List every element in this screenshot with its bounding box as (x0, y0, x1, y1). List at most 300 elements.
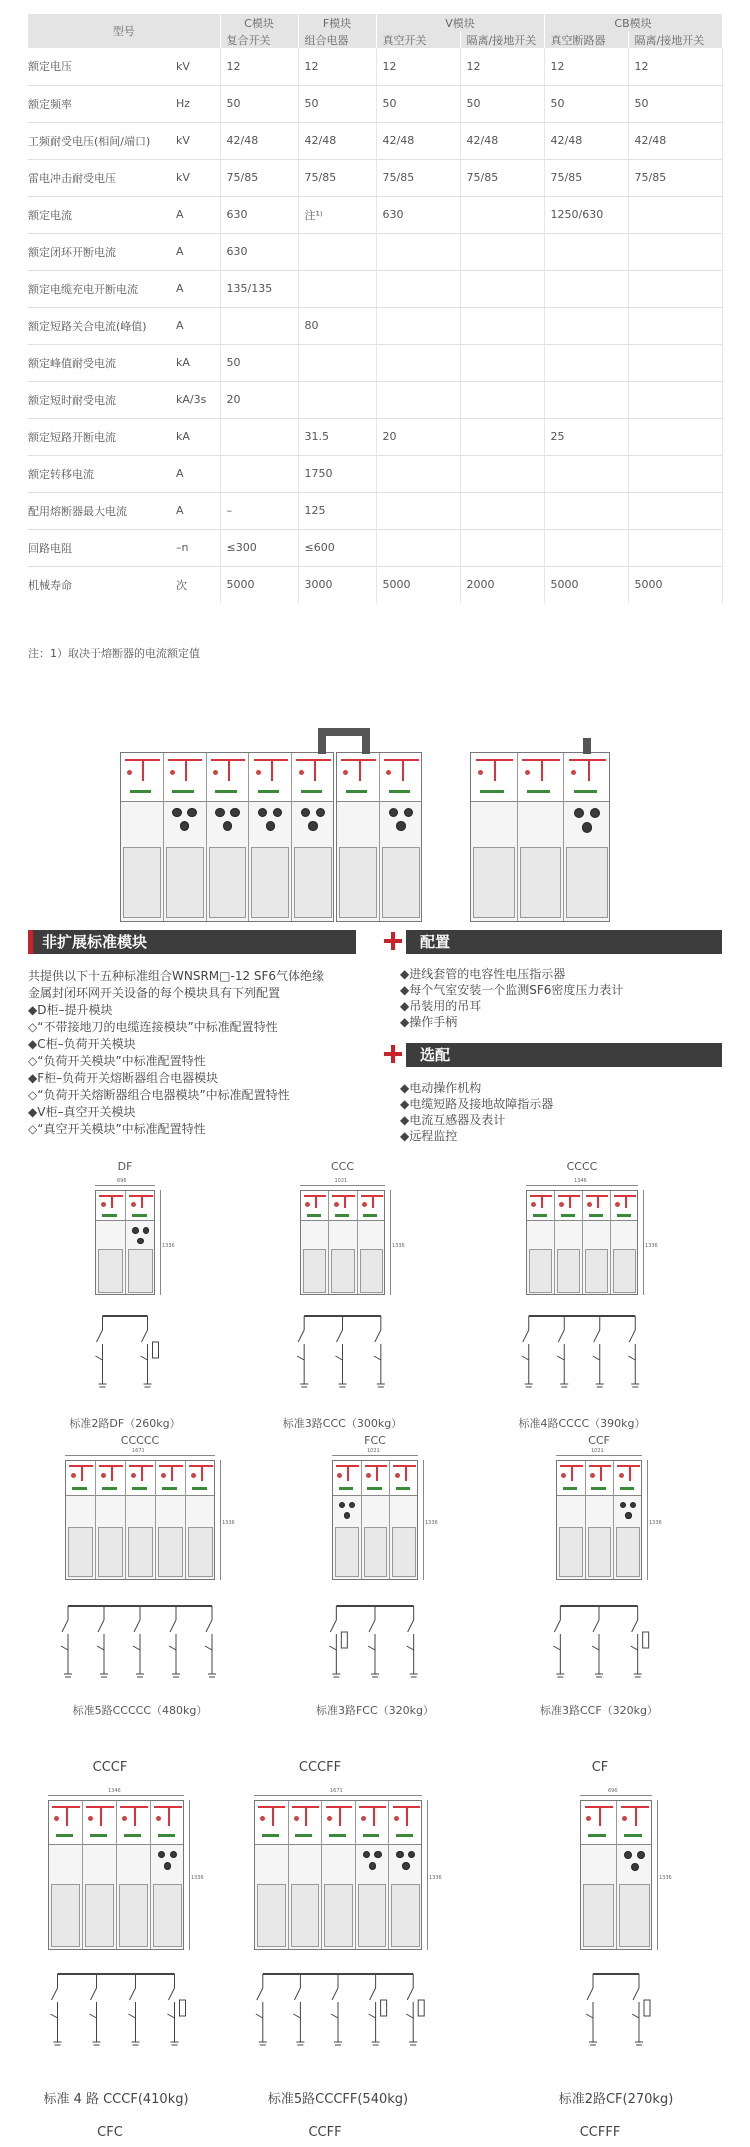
busbar-line (141, 1465, 143, 1481)
spec-value: 5000 (628, 566, 722, 603)
module-code: DF (117, 1160, 133, 1173)
spec-value (376, 381, 460, 418)
spec-value (298, 381, 376, 418)
diagram-line (134, 1620, 140, 1632)
operating-knob-icon (369, 1862, 376, 1869)
height-dimension: 1336 (425, 1520, 438, 1526)
list-item: ◆操作手柄 (400, 1015, 458, 1029)
diagram-line (337, 1330, 343, 1342)
list-item: ◆远程监控 (400, 1129, 458, 1143)
non-expand-text (28, 968, 324, 1138)
cable-compartment-door (583, 1884, 614, 1947)
diagram-line (91, 1988, 97, 2000)
indicator-light (525, 770, 530, 775)
spec-value: 42/48 (220, 122, 298, 159)
status-strip (617, 1214, 631, 1217)
status-strip (363, 1214, 377, 1217)
spec-value: 75/85 (460, 159, 544, 196)
diagram-line (97, 1330, 103, 1342)
non-expand-section-header (28, 930, 356, 954)
diagram-line (553, 1646, 560, 1650)
spec-value: 12 (298, 48, 376, 85)
list-item: ◇“不带接地刀的电缆连接模块”中标准配置特性 (28, 1020, 278, 1034)
status-strip (480, 790, 503, 793)
spec-value: 75/85 (628, 159, 722, 196)
width-dimension: 1021 (591, 1448, 604, 1454)
dimension-line (556, 1455, 642, 1456)
spec-value: 12 (628, 48, 722, 85)
group-header: C模块 (220, 14, 298, 31)
status-strip (90, 1834, 107, 1837)
diagram-line (141, 1356, 148, 1360)
cable-compartment-door (98, 1527, 123, 1577)
diagram-line (96, 1356, 103, 1360)
status-strip (561, 1214, 575, 1217)
cable-compartment-door (303, 1249, 326, 1293)
spec-row (28, 85, 722, 122)
status-strip (574, 790, 597, 793)
diagram-line (558, 1330, 564, 1342)
status-strip (102, 1487, 117, 1490)
bay-divider (321, 1801, 322, 1949)
single-line-diagram (80, 1312, 170, 1392)
spec-unit: A (176, 270, 220, 307)
operating-knob-icon (344, 1512, 350, 1518)
sub-header: 隔离/接地开关 (628, 31, 722, 48)
busbar-line (494, 759, 496, 781)
indicator-light (256, 770, 261, 775)
diagram-line (628, 1356, 635, 1360)
busbar-line (228, 759, 230, 781)
status-strip (307, 1214, 321, 1217)
cable-compartment-door (98, 1249, 123, 1293)
status-strip (589, 1214, 603, 1217)
busbar-line (569, 1195, 571, 1209)
diagram-line (368, 1646, 375, 1650)
height-dimension: 1336 (645, 1242, 658, 1249)
spec-value: 50 (220, 344, 298, 381)
spec-row (28, 381, 722, 418)
cable-compartment-door (392, 1527, 416, 1577)
spec-value: 12 (460, 48, 544, 85)
list-item: ◆每个气室安装一个监测SF6密度压力表计 (400, 983, 624, 997)
spec-value: 注¹⁾ (298, 196, 376, 233)
spec-value (628, 455, 722, 492)
spec-unit: Hz (176, 85, 220, 122)
spec-value: 42/48 (544, 122, 628, 159)
spec-value: 50 (220, 85, 298, 122)
diagram-line (133, 1646, 140, 1650)
spec-value (628, 529, 722, 566)
fuse-icon (153, 1342, 159, 1358)
list-item: ◆电缆短路及接地故障指示器 (400, 1097, 554, 1111)
diagram-line (554, 1620, 560, 1632)
spec-row (28, 344, 722, 381)
spec-value (628, 492, 722, 529)
cable-compartment-door (291, 1884, 320, 1947)
module-code: CCCC (566, 1160, 598, 1173)
spec-value (544, 492, 628, 529)
module-code: FCC (364, 1434, 386, 1447)
busbar-line (111, 1195, 113, 1209)
cable-compartment-door (294, 847, 332, 918)
busbar-line (600, 1465, 602, 1481)
diagram-line (593, 1620, 599, 1632)
sub-header: 隔离/接地开关 (460, 31, 544, 48)
height-dimension: 1336 (649, 1520, 662, 1526)
cable-compartment-door (119, 1884, 148, 1947)
cable-compartment-door (557, 1249, 580, 1293)
height-dimension: 1336 (191, 1875, 204, 1881)
width-dimension: 696 (608, 1788, 618, 1794)
spec-name: 额定转移电流 (28, 455, 176, 492)
diagram-line (631, 1646, 638, 1650)
bay-divider (388, 1801, 389, 1949)
diagram-line (130, 1988, 136, 2000)
spec-value (460, 492, 544, 529)
options-section-header (406, 1043, 722, 1067)
busbar-line (305, 1806, 307, 1826)
status-strip (124, 1834, 141, 1837)
spec-value: 5000 (220, 566, 298, 603)
spec-value: – (220, 492, 298, 529)
cable-compartment-door (588, 1527, 612, 1577)
indicator-light (191, 1473, 196, 1478)
dimension-line (220, 1460, 221, 1580)
width-dimension: 1671 (132, 1448, 145, 1454)
operating-knob-icon (132, 1227, 139, 1234)
cable-compartment-door (153, 1884, 182, 1947)
status-strip (102, 1214, 117, 1217)
busbar-line (588, 759, 590, 781)
single-line-diagram (317, 1602, 433, 1682)
spec-value: 20 (376, 418, 460, 455)
fuse-icon (644, 2000, 650, 2016)
cabinet-front (580, 1800, 652, 1950)
spec-value (628, 418, 722, 455)
spec-value: 5000 (544, 566, 628, 603)
indicator-light (101, 1202, 106, 1207)
spec-unit: A (176, 196, 220, 233)
width-dimension: 1671 (330, 1788, 343, 1794)
sub-header: 真空开关 (376, 31, 460, 48)
diagram-line (170, 1620, 176, 1632)
diagram-line (374, 1356, 381, 1360)
diagram-line (256, 2014, 263, 2018)
cable-compartment-door (257, 1884, 286, 1947)
indicator-light (305, 1202, 310, 1207)
module-caption: 标准3路CCF（320kg） (539, 1704, 659, 1717)
status-strip (329, 1834, 346, 1837)
sub-header: 组合电器 (298, 31, 376, 48)
cabinet-front (556, 1460, 642, 1580)
operating-knob-icon (137, 1238, 144, 1245)
spec-name: 回路电阻 (28, 529, 176, 566)
diagram-line (592, 1646, 599, 1650)
diagram-line (62, 1620, 68, 1632)
list-item: ◆吊装用的吊耳 (400, 999, 482, 1013)
status-strip (624, 1834, 642, 1837)
spec-value: 1750 (298, 455, 376, 492)
module-code: CCCFF (298, 1760, 342, 1775)
diagram-line (557, 1356, 564, 1360)
spec-value (376, 307, 460, 344)
busbar-line (141, 1195, 143, 1209)
busbar-line (314, 759, 316, 781)
status-strip (527, 790, 550, 793)
module-caption: 标准3路FCC（320kg） (315, 1704, 435, 1717)
spec-name: 额定短时耐受电流 (28, 381, 176, 418)
diagram-line (90, 2014, 97, 2018)
status-strip (363, 1834, 380, 1837)
busbar-line (402, 759, 404, 781)
spec-table-body (28, 48, 722, 603)
operating-knob-icon (164, 1862, 171, 1869)
spec-value (376, 455, 460, 492)
dimension-line (160, 1190, 161, 1295)
diagram-line (632, 1620, 638, 1632)
cable-compartment-door (128, 1249, 153, 1293)
operating-knob-icon (301, 808, 310, 817)
operating-knob-icon (308, 821, 317, 830)
diagram-line (586, 2014, 593, 2018)
busbar-line (629, 1465, 631, 1481)
spec-row (28, 233, 722, 270)
spec-row (28, 455, 722, 492)
bay-divider (206, 753, 207, 921)
busbar-line (597, 1195, 599, 1209)
status-strip (591, 1487, 605, 1490)
cable-compartment-door (188, 1527, 213, 1577)
status-strip (158, 1834, 175, 1837)
operating-knob-icon (223, 821, 232, 830)
diagram-line (587, 1988, 593, 2000)
operating-knob-icon (258, 808, 267, 817)
spec-value (460, 455, 544, 492)
dimension-line (580, 1795, 652, 1796)
bay-divider (582, 1191, 583, 1294)
spec-value: 75/85 (376, 159, 460, 196)
height-dimension: 1336 (659, 1875, 672, 1881)
spec-value (376, 492, 460, 529)
diagram-line (523, 1330, 529, 1342)
spec-value: 20 (220, 381, 298, 418)
busbar-line (344, 1195, 346, 1209)
status-strip (396, 1834, 413, 1837)
diagram-line (332, 1988, 338, 2000)
operating-knob-icon (408, 1851, 415, 1858)
module-caption: 标准2路DF（260kg） (69, 1417, 181, 1430)
cable-compartment-door (331, 1249, 354, 1293)
cable-compartment-door (128, 1527, 153, 1577)
module-caption: 标准5路CCCCC（480kg） (72, 1704, 208, 1717)
spec-value (220, 418, 298, 455)
spec-value (376, 233, 460, 270)
diagram-line (142, 1330, 148, 1342)
list-item: ◆V柜–真空开关模块 (28, 1105, 136, 1119)
operating-knob-icon (266, 821, 275, 830)
spec-value: 42/48 (460, 122, 544, 159)
bay-divider (563, 753, 564, 921)
status-strip (301, 790, 322, 793)
spec-value: 50 (298, 85, 376, 122)
sub-header: 复合开关 (220, 31, 298, 48)
spec-value: 75/85 (220, 159, 298, 196)
indicator-light (362, 1202, 367, 1207)
spec-value: 630 (220, 196, 298, 233)
cable-compartment-door (324, 1884, 353, 1947)
module-code: CCCF (92, 1760, 128, 1775)
status-strip (620, 1487, 634, 1490)
indicator-light (531, 1202, 536, 1207)
cabinet-front (470, 752, 610, 922)
cable-compartment-door (358, 1884, 387, 1947)
list-item: ◆C柜–负荷开关模块 (28, 1037, 136, 1051)
spec-name: 机械寿命 (28, 578, 72, 592)
spec-value (544, 455, 628, 492)
cable-compartment-door (68, 1527, 93, 1577)
spec-name: 工频耐受电压(相间/端口) (28, 122, 176, 159)
busbar-line (271, 759, 273, 781)
diagram-line (61, 1646, 68, 1650)
extension-busbar (318, 728, 326, 754)
bay-divider (616, 1801, 617, 1949)
plus-icon (384, 932, 402, 950)
spec-value (544, 233, 628, 270)
list-item: ◇“负荷开关熔断器组合电器模块”中标准配置特性 (28, 1088, 290, 1102)
module-code: CCF (588, 1434, 610, 1447)
spec-value (376, 529, 460, 566)
group-header: CB模块 (544, 14, 722, 31)
spec-value (376, 344, 460, 381)
group-header: V模块 (376, 14, 544, 31)
module-caption: 标准5路CCCFF(540kg) (267, 2092, 409, 2107)
cable-compartment-door (123, 847, 161, 918)
dimension-line (647, 1460, 648, 1580)
busbar-line (405, 1465, 407, 1481)
busbar-line (142, 759, 144, 781)
indicator-light (559, 1202, 564, 1207)
status-strip (162, 1487, 177, 1490)
spec-row (28, 122, 722, 159)
operating-knob-icon (624, 1851, 632, 1859)
diagram-line (257, 1988, 263, 2000)
spec-unit: kA (176, 418, 220, 455)
cabinet-front (48, 1800, 184, 1950)
spec-unit: –n (176, 529, 220, 566)
spec-value: 42/48 (376, 122, 460, 159)
bay-divider (379, 753, 380, 921)
operating-knob-icon (631, 1863, 639, 1871)
diagram-line (629, 1330, 635, 1342)
spec-row (28, 159, 722, 196)
list-item: ◆F柜–负荷开关熔断器组合电器模块 (28, 1071, 219, 1085)
diagram-line (298, 1330, 304, 1342)
cable-compartment-door (158, 1527, 183, 1577)
cabinet-front (332, 1460, 418, 1580)
indicator-light (131, 1202, 136, 1207)
list-item: ◆电流互感器及表计 (400, 1113, 506, 1127)
spec-value: ≤300 (220, 529, 298, 566)
spec-unit: kV (176, 48, 220, 85)
busbar-line (359, 759, 361, 781)
cable-compartment-door (251, 847, 289, 918)
cabinet-front (300, 1190, 385, 1295)
indicator-light (131, 1473, 136, 1478)
spec-row (28, 492, 722, 529)
spec-value (628, 270, 722, 307)
bay-divider (613, 1461, 614, 1579)
diagram-line (407, 1988, 413, 2000)
fuse-icon (341, 1632, 347, 1648)
busbar-line (185, 759, 187, 781)
spec-value: 5000 (376, 566, 460, 603)
cable-compartment-door (85, 1884, 114, 1947)
spec-table (28, 14, 723, 603)
fuse-icon (418, 2000, 424, 2016)
operating-knob-icon (590, 808, 600, 818)
busbar-line (541, 759, 543, 781)
bay-divider (355, 1801, 356, 1949)
single-line-diagram (244, 1970, 432, 2050)
spec-value: 31.5 (298, 418, 376, 455)
operating-knob-icon (172, 808, 181, 817)
diagram-line (293, 2014, 300, 2018)
spec-name: 额定闭环开断电流 (28, 233, 176, 270)
indicator-light (615, 1202, 620, 1207)
spec-unit: kA/3s (176, 381, 220, 418)
fuse-icon (180, 2000, 186, 2016)
cabinet-front (120, 752, 334, 922)
spec-name: 额定峰值耐受电流 (28, 344, 176, 381)
spec-name: 额定电缆充电开断电流 (28, 270, 176, 307)
status-strip (172, 790, 193, 793)
bay-divider (517, 753, 518, 921)
spec-value (544, 344, 628, 381)
spec-value (628, 381, 722, 418)
spec-value: 630 (376, 196, 460, 233)
bay-divider (610, 1191, 611, 1294)
status-strip (258, 790, 279, 793)
spec-value: 135/135 (220, 270, 298, 307)
module-code: CCC (330, 1160, 355, 1173)
diagram-line (336, 1356, 343, 1360)
config-title: 配置 (420, 933, 451, 951)
diagram-line (369, 1620, 375, 1632)
module-code: CCCCC (120, 1434, 160, 1447)
spec-value (376, 270, 460, 307)
busbar-line (541, 1195, 543, 1209)
bay-divider (150, 1801, 151, 1949)
operating-knob-icon (316, 808, 325, 817)
busbar-line (373, 1806, 375, 1826)
indicator-light (334, 1202, 339, 1207)
spec-value (460, 529, 544, 566)
spec-unit: A (176, 492, 220, 529)
cable-compartment-door (382, 847, 420, 918)
operating-knob-icon (389, 808, 398, 817)
config-list (400, 966, 623, 1030)
module-caption: 标准 4 路 CCCF(410kg) (43, 2092, 189, 2107)
fuse-icon (643, 1632, 649, 1648)
status-strip (192, 1487, 207, 1490)
operating-knob-icon (170, 1851, 177, 1858)
spec-value (220, 455, 298, 492)
busbar-line (272, 1806, 274, 1826)
fuse-icon (381, 2000, 387, 2016)
busbar-line (168, 1806, 170, 1826)
spec-value: 80 (298, 307, 376, 344)
